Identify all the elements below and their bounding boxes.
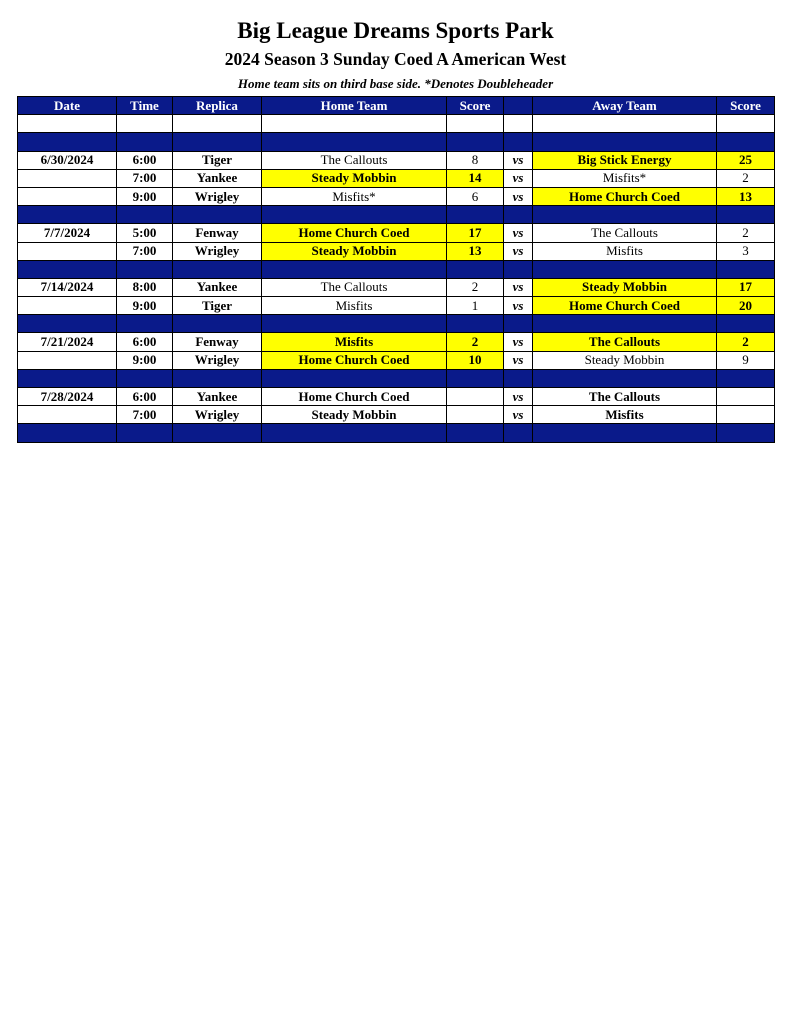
col-header-home-team: Home Team bbox=[262, 97, 447, 115]
spacer-cell bbox=[717, 206, 775, 224]
date-cell bbox=[18, 351, 117, 369]
date-cell: 7/14/2024 bbox=[18, 278, 117, 296]
col-header-away-score: Score bbox=[717, 97, 775, 115]
away-score-cell: 13 bbox=[717, 187, 775, 205]
game-row bbox=[18, 169, 775, 187]
replica-cell: Yankee bbox=[173, 278, 262, 296]
time-cell: 9:00 bbox=[117, 297, 173, 315]
away-score-cell bbox=[717, 406, 775, 424]
vs-cell: vs bbox=[504, 406, 533, 424]
spacer-cell bbox=[18, 206, 117, 224]
spacer-cell bbox=[717, 260, 775, 278]
spacer-cell bbox=[447, 369, 504, 387]
vs-cell: vs bbox=[504, 187, 533, 205]
replica-cell: Fenway bbox=[173, 224, 262, 242]
col-header-date: Date bbox=[18, 97, 117, 115]
spacer-cell bbox=[117, 133, 173, 151]
spacer-cell bbox=[117, 115, 173, 133]
home-team-cell: Steady Mobbin bbox=[262, 242, 447, 260]
away-team-cell: Steady Mobbin bbox=[533, 278, 717, 296]
away-team-cell: Home Church Coed bbox=[533, 187, 717, 205]
week-separator-row bbox=[18, 424, 775, 442]
vs-cell: vs bbox=[504, 169, 533, 187]
home-team-cell: Home Church Coed bbox=[262, 224, 447, 242]
spacer-cell bbox=[173, 369, 262, 387]
home-score-cell: 8 bbox=[447, 151, 504, 169]
away-score-cell: 2 bbox=[717, 333, 775, 351]
spacer-cell bbox=[504, 133, 533, 151]
home-score-cell: 1 bbox=[447, 297, 504, 315]
home-team-cell: Misfits bbox=[262, 297, 447, 315]
game-row bbox=[18, 406, 775, 424]
time-cell: 9:00 bbox=[117, 351, 173, 369]
spacer-cell bbox=[533, 369, 717, 387]
away-score-cell: 9 bbox=[717, 351, 775, 369]
spacer-cell bbox=[447, 133, 504, 151]
date-cell bbox=[18, 242, 117, 260]
vs-cell: vs bbox=[504, 333, 533, 351]
spacer-cell bbox=[504, 315, 533, 333]
spacer-cell bbox=[18, 424, 117, 442]
spacer-cell bbox=[262, 206, 447, 224]
away-team-cell: Misfits bbox=[533, 242, 717, 260]
game-row bbox=[18, 242, 775, 260]
col-header-vs bbox=[504, 97, 533, 115]
page-title: Big League Dreams Sports Park bbox=[237, 18, 554, 43]
spacer-cell bbox=[173, 206, 262, 224]
away-score-cell: 2 bbox=[717, 169, 775, 187]
spacer-cell bbox=[447, 206, 504, 224]
spacer-cell bbox=[533, 260, 717, 278]
time-cell: 5:00 bbox=[117, 224, 173, 242]
spacer-cell bbox=[117, 206, 173, 224]
away-team-cell: Home Church Coed bbox=[533, 297, 717, 315]
date-cell: 7/28/2024 bbox=[18, 388, 117, 406]
week-separator-row bbox=[18, 260, 775, 278]
spacer-cell bbox=[117, 315, 173, 333]
spacer-cell bbox=[717, 133, 775, 151]
vs-cell: vs bbox=[504, 351, 533, 369]
home-score-cell: 2 bbox=[447, 333, 504, 351]
away-score-cell: 20 bbox=[717, 297, 775, 315]
away-team-cell: The Callouts bbox=[533, 333, 717, 351]
home-score-cell bbox=[447, 406, 504, 424]
game-row bbox=[18, 351, 775, 369]
replica-cell: Tiger bbox=[173, 151, 262, 169]
spacer-cell bbox=[533, 115, 717, 133]
home-score-cell bbox=[447, 388, 504, 406]
replica-cell: Wrigley bbox=[173, 406, 262, 424]
week-separator-row bbox=[18, 133, 775, 151]
spacer-cell bbox=[18, 133, 117, 151]
home-team-cell: Misfits bbox=[262, 333, 447, 351]
home-team-cell: Home Church Coed bbox=[262, 351, 447, 369]
away-team-cell: Misfits bbox=[533, 406, 717, 424]
spacer-cell bbox=[533, 315, 717, 333]
time-cell: 9:00 bbox=[117, 187, 173, 205]
spacer-cell bbox=[173, 424, 262, 442]
spacer-cell bbox=[447, 315, 504, 333]
vs-cell: vs bbox=[504, 278, 533, 296]
time-cell: 7:00 bbox=[117, 169, 173, 187]
vs-cell: vs bbox=[504, 151, 533, 169]
week-separator-row bbox=[18, 369, 775, 387]
replica-cell: Yankee bbox=[173, 169, 262, 187]
schedule-table bbox=[17, 96, 775, 443]
away-score-cell: 17 bbox=[717, 278, 775, 296]
vs-cell: vs bbox=[504, 224, 533, 242]
home-score-cell: 14 bbox=[447, 169, 504, 187]
date-cell bbox=[18, 187, 117, 205]
spacer-cell bbox=[117, 260, 173, 278]
replica-cell: Tiger bbox=[173, 297, 262, 315]
date-cell: 6/30/2024 bbox=[18, 151, 117, 169]
game-row bbox=[18, 388, 775, 406]
time-cell: 7:00 bbox=[117, 242, 173, 260]
spacer-cell bbox=[447, 424, 504, 442]
home-score-cell: 2 bbox=[447, 278, 504, 296]
away-team-cell: Misfits* bbox=[533, 169, 717, 187]
away-score-cell bbox=[717, 388, 775, 406]
home-team-cell: The Callouts bbox=[262, 151, 447, 169]
away-team-cell: The Callouts bbox=[533, 224, 717, 242]
time-cell: 8:00 bbox=[117, 278, 173, 296]
home-score-cell: 10 bbox=[447, 351, 504, 369]
spacer-cell bbox=[262, 369, 447, 387]
away-team-cell: Big Stick Energy bbox=[533, 151, 717, 169]
spacer-cell bbox=[533, 133, 717, 151]
schedule-body bbox=[18, 115, 775, 442]
spacer-cell bbox=[717, 369, 775, 387]
spacer-cell bbox=[447, 115, 504, 133]
away-score-cell: 2 bbox=[717, 224, 775, 242]
time-cell: 6:00 bbox=[117, 388, 173, 406]
home-team-cell: The Callouts bbox=[262, 278, 447, 296]
game-row bbox=[18, 278, 775, 296]
vs-cell: vs bbox=[504, 242, 533, 260]
time-cell: 7:00 bbox=[117, 406, 173, 424]
date-cell: 7/21/2024 bbox=[18, 333, 117, 351]
spacer-cell bbox=[18, 260, 117, 278]
spacer-cell bbox=[533, 424, 717, 442]
col-header-replica: Replica bbox=[173, 97, 262, 115]
spacer-cell bbox=[504, 115, 533, 133]
vs-cell: vs bbox=[504, 388, 533, 406]
spacer-cell bbox=[262, 315, 447, 333]
spacer-cell bbox=[717, 424, 775, 442]
spacer-cell bbox=[504, 369, 533, 387]
date-cell bbox=[18, 406, 117, 424]
replica-cell: Wrigley bbox=[173, 351, 262, 369]
home-team-cell: Steady Mobbin bbox=[262, 406, 447, 424]
spacer-cell bbox=[504, 424, 533, 442]
vs-cell: vs bbox=[504, 297, 533, 315]
home-score-cell: 6 bbox=[447, 187, 504, 205]
page-note: Home team sits on third base side. *Denotes Doubleheader bbox=[237, 76, 554, 91]
spacer-cell bbox=[173, 115, 262, 133]
spacer-cell bbox=[262, 115, 447, 133]
replica-cell: Wrigley bbox=[173, 242, 262, 260]
away-score-cell: 25 bbox=[717, 151, 775, 169]
replica-cell: Yankee bbox=[173, 388, 262, 406]
home-score-cell: 13 bbox=[447, 242, 504, 260]
game-row bbox=[18, 333, 775, 351]
page-subtitle: 2024 Season 3 Sunday Coed A American West bbox=[224, 49, 567, 69]
spacer-cell bbox=[262, 133, 447, 151]
spacer-cell bbox=[504, 206, 533, 224]
replica-cell: Fenway bbox=[173, 333, 262, 351]
spacer-cell bbox=[717, 115, 775, 133]
week-separator-row bbox=[18, 315, 775, 333]
time-cell: 6:00 bbox=[117, 151, 173, 169]
spacer-cell bbox=[717, 315, 775, 333]
spacer-cell bbox=[18, 369, 117, 387]
spacer-cell bbox=[533, 206, 717, 224]
away-score-cell: 3 bbox=[717, 242, 775, 260]
home-score-cell: 17 bbox=[447, 224, 504, 242]
spacer-cell bbox=[173, 260, 262, 278]
time-cell: 6:00 bbox=[117, 333, 173, 351]
spacer-cell bbox=[262, 260, 447, 278]
spacer-cell bbox=[173, 315, 262, 333]
home-team-cell: Steady Mobbin bbox=[262, 169, 447, 187]
game-row bbox=[18, 187, 775, 205]
date-cell bbox=[18, 297, 117, 315]
spacer-cell bbox=[447, 260, 504, 278]
home-team-cell: Misfits* bbox=[262, 187, 447, 205]
spacer-cell bbox=[117, 369, 173, 387]
col-header-away-team: Away Team bbox=[533, 97, 717, 115]
spacer-cell bbox=[504, 260, 533, 278]
spacer-cell bbox=[173, 133, 262, 151]
header-row bbox=[18, 97, 775, 115]
game-row bbox=[18, 151, 775, 169]
week-separator-row bbox=[18, 206, 775, 224]
date-cell bbox=[18, 169, 117, 187]
spacer-cell bbox=[262, 424, 447, 442]
col-header-time: Time bbox=[117, 97, 173, 115]
home-team-cell: Home Church Coed bbox=[262, 388, 447, 406]
blank-row bbox=[18, 115, 775, 133]
away-team-cell: The Callouts bbox=[533, 388, 717, 406]
spacer-cell bbox=[18, 315, 117, 333]
date-cell: 7/7/2024 bbox=[18, 224, 117, 242]
col-header-home-score: Score bbox=[447, 97, 504, 115]
away-team-cell: Steady Mobbin bbox=[533, 351, 717, 369]
spacer-cell bbox=[18, 115, 117, 133]
replica-cell: Wrigley bbox=[173, 187, 262, 205]
spacer-cell bbox=[117, 424, 173, 442]
game-row bbox=[18, 224, 775, 242]
game-row bbox=[18, 297, 775, 315]
